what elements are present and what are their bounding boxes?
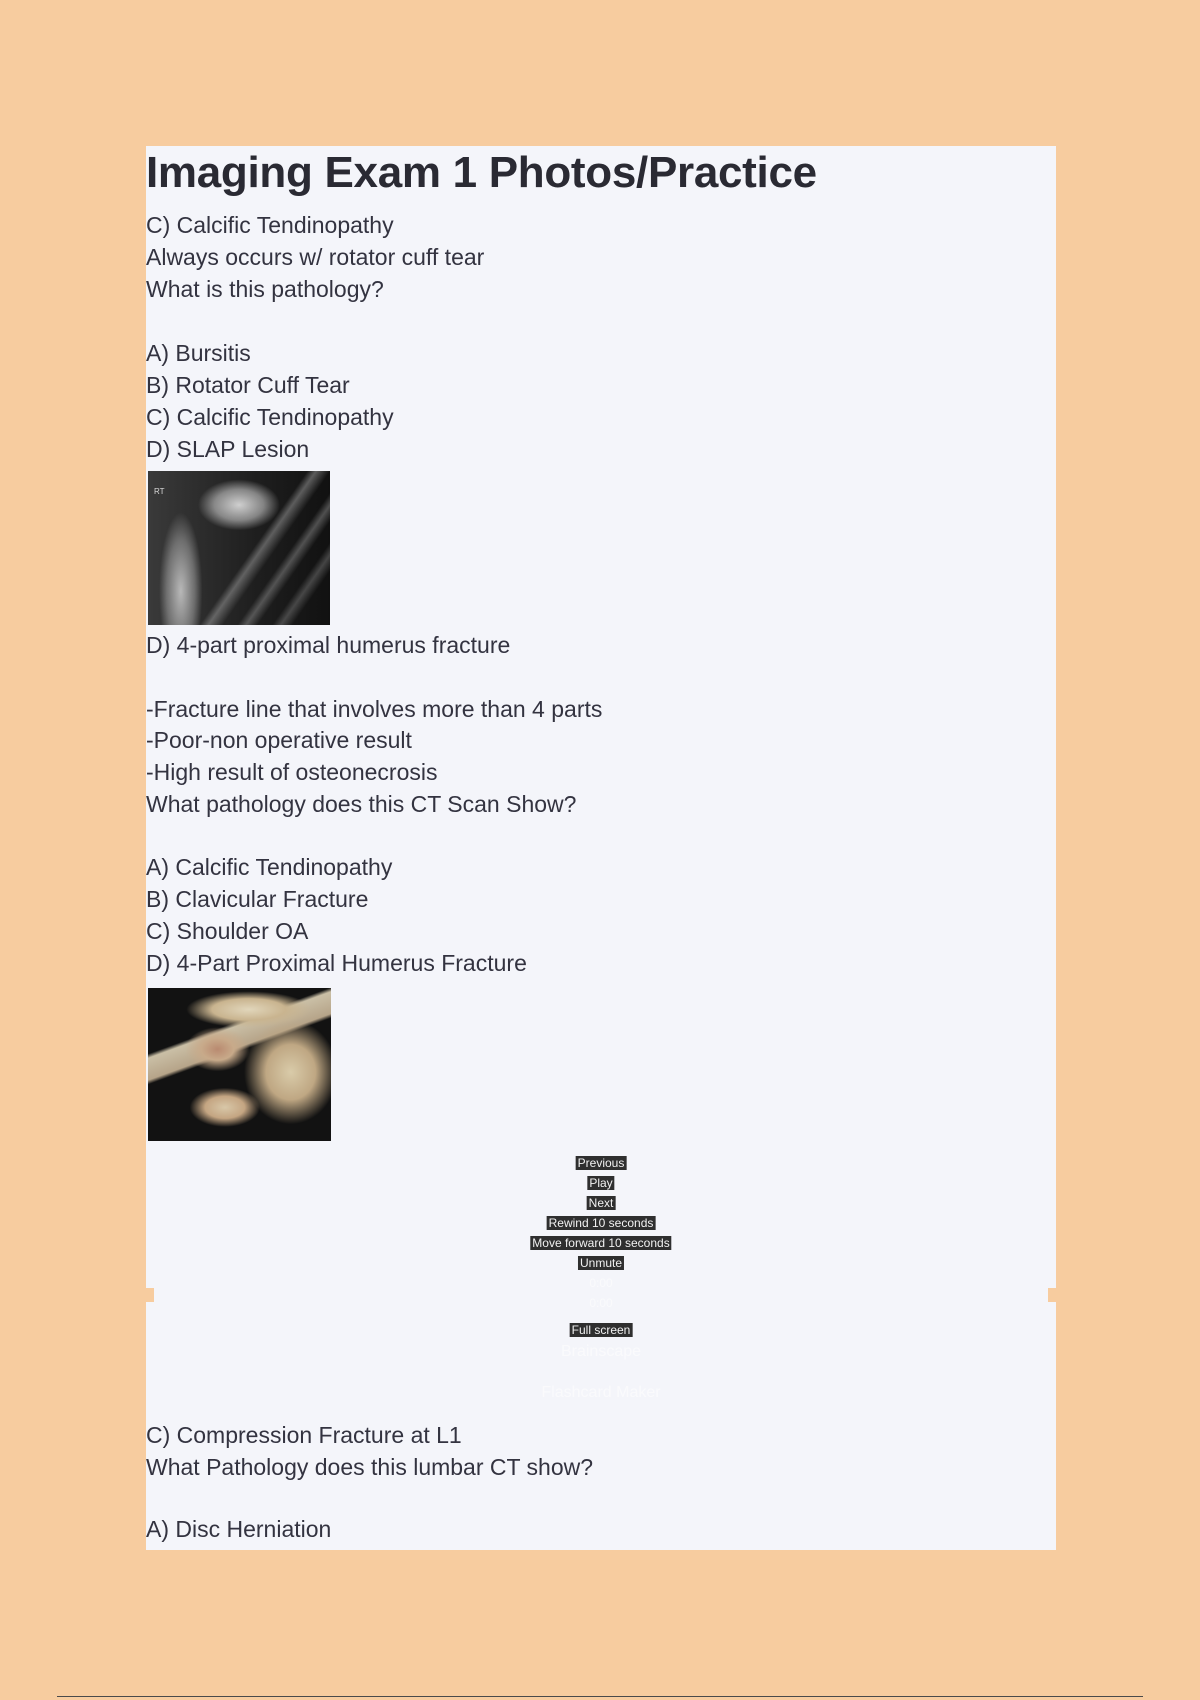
current-time: 0:00: [589, 1276, 613, 1290]
watermark-text: Flashcard Maker: [541, 1384, 661, 1401]
note-text: Always occurs w/ rotator cuff tear: [146, 244, 485, 270]
unmute-button[interactable]: Unmute: [579, 1256, 623, 1270]
question-text: What pathology does this CT Scan Show?: [146, 791, 577, 817]
page-title: Imaging Exam 1 Photos/Practice: [146, 148, 817, 197]
next-button[interactable]: Next: [588, 1196, 614, 1210]
option-d: D) 4-Part Proximal Humerus Fracture: [146, 950, 527, 976]
document-page: [146, 146, 1056, 1550]
note-text: -Poor-non operative result: [146, 727, 412, 753]
note-text: -Fracture line that involves more than 4 parts: [146, 696, 603, 722]
option-c: C) Calcific Tendinopathy: [146, 404, 394, 430]
option-d: D) SLAP Lesion: [146, 436, 310, 462]
watermark-text: Brainscape: [560, 1343, 642, 1360]
option-c: C) Shoulder OA: [146, 918, 309, 944]
play-button[interactable]: Play: [589, 1176, 613, 1190]
option-a: A) Calcific Tendinopathy: [146, 854, 393, 880]
shoulder-ct-image: [148, 988, 331, 1141]
option-b: B) Rotator Cuff Tear: [146, 372, 350, 398]
option-b: B) Clavicular Fracture: [146, 886, 369, 912]
answer-text: C) Compression Fracture at L1: [146, 1422, 462, 1448]
previous-button[interactable]: Previous: [577, 1156, 625, 1170]
shoulder-xray-image: [148, 471, 330, 625]
note-text: -High result of osteonecrosis: [146, 759, 438, 785]
answer-text: D) 4-part proximal humerus fracture: [146, 632, 511, 658]
duration-time: 0:00: [589, 1296, 613, 1310]
forward-button[interactable]: Move forward 10 seconds: [532, 1236, 670, 1250]
question-text: What is this pathology?: [146, 276, 384, 302]
question-text: What Pathology does this lumbar CT show?: [146, 1454, 594, 1480]
rewind-button[interactable]: Rewind 10 seconds: [548, 1216, 654, 1230]
xray-side-label: RT: [154, 487, 165, 496]
fullscreen-button[interactable]: Full screen: [571, 1323, 631, 1337]
media-player-controls: [146, 1146, 1056, 1401]
option-a: A) Bursitis: [146, 340, 251, 366]
footer-divider: [57, 1696, 1143, 1697]
answer-text: C) Calcific Tendinopathy: [146, 212, 394, 238]
option-a: A) Disc Herniation: [146, 1516, 332, 1542]
